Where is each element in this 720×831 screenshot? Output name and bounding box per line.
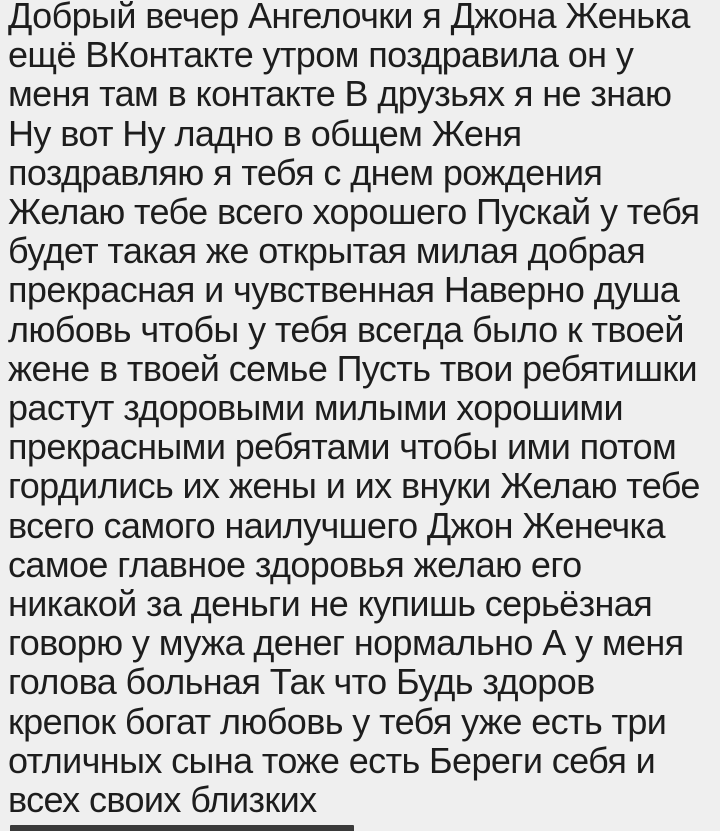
clipped-next-line-fragment [10,825,354,831]
text-line: Ну вот Ну ладно в общем Женя [8,112,522,154]
text-line: поздравляю я тебя с днем рождения [8,151,603,193]
text-line: Желаю тебе всего хорошего Пускай у тебя [8,191,700,233]
text-line: гордились их жены и их внуки Желаю тебе [8,465,700,507]
text-line: прекрасными ребятами чтобы ими потом [8,426,677,468]
text-line: любовь чтобы у тебя всегда было к твоей [8,308,684,350]
text-line: жене в твоей семье Пусть твои ребятишки [8,347,698,389]
text-line: отличных сына тоже есть Береги себя и [8,739,656,781]
text-line: всего самого наилучшего Джон Женечка [8,504,665,546]
text-line: всех своих близких [8,779,317,821]
text-line: прекрасная и чувственная Наверно душа [8,269,680,311]
text-line: говорю у мужа денег нормально А у меня [8,622,684,664]
text-line: Добрый вечер Ангелочки я Джона Женька [8,0,690,36]
text-line: будет такая же открытая милая добрая [8,230,646,272]
transcript-text [8,0,720,819]
text-line: ещё ВКонтакте утром поздравила он у [8,34,634,76]
text-line: крепок богат любовь у тебя уже есть три [8,700,667,742]
text-line: самое главное здоровья желаю его [8,543,582,585]
text-line: меня там в контакте В друзьях я не знаю [8,73,672,115]
text-line: растут здоровыми милыми хорошими [8,387,623,429]
text-line: никакой за деньги не купишь серьёзная [8,583,653,625]
text-line: голова больная Так что Будь здоров [8,661,595,703]
